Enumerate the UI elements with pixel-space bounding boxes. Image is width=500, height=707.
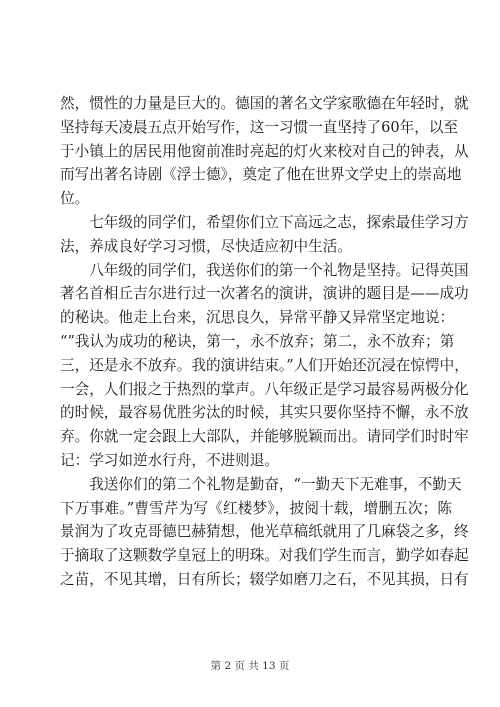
text-line: 于小镇上的居民用他窗前准时亮起的灯火来校对自己的钟表，从 [60,142,469,160]
text-line: 三，还是永不放弃。我的演讲结束。”人们开始还沉浸在惊愕中， [60,356,469,374]
text-line: 之苗，不见其增，日有所长；辍学如磨刀之石，不见其损，日有 [60,570,469,588]
body-text [60,92,469,592]
text-line: 景润为了攻克哥德巴赫猜想，他光草稿纸就用了几麻袋之多，终 [60,523,469,541]
text-line: 然，惯性的力量是巨大的。德国的著名文学家歌德在年轻时，就 [60,95,469,112]
text-line: 的秘诀。他走上台来，沉思良久，异常平静又异常坚定地说： [60,309,455,327]
page-number-footer: 第 2 页 共 13 页 [210,660,290,672]
text-line: 位。 [60,190,90,208]
text-line: 一会，人们报之于热烈的掌声。八年级正是学习最容易两极分化 [60,380,469,398]
text-line: 八年级的同学们，我送你们的第一个礼物是坚持。记得英国 [60,261,469,279]
text-line: 而写出著名诗剧《浮士德》，奠定了他在世界文学史上的崇高地 [60,166,462,184]
text-line: 记：学习如逆水行舟，不进则退。 [60,451,279,469]
text-line: “”我认为成功的秘诀，第一，永不放弃；第二，永不放弃；第 [60,332,455,350]
text-line: 七年级的同学们，希望你们立下高远之志，探索最佳学习方 [60,213,469,231]
text-line: 的时候，最容易优胜劣汰的时候，其实只要你坚持不懈，永不放 [60,404,469,422]
text-line: 坚持每天凌晨五点开始写作，这一习惯一直坚持了60年，以至 [60,118,459,136]
text-line: 著名首相丘吉尔进行过一次著名的演讲，演讲的题目是——成功 [60,285,469,303]
text-line: 弃。你就一定会跟上大部队，并能够脱颖而出。请同学们时时牢 [60,428,469,446]
text-line: 法，养成良好学习习惯，尽快适应初中生活。 [60,237,352,255]
text-line: 于摘取了这颗数学皇冠上的明珠。对我们学生而言，勤学如春起 [60,547,469,565]
text-line: 下万事难。”曹雪芹为写《红楼梦》，披阅十载，增删五次；陈 [60,499,452,517]
text-line: 我送你们的第二个礼物是勤奋，“一勤天下无难事，不勤天 [60,475,462,493]
